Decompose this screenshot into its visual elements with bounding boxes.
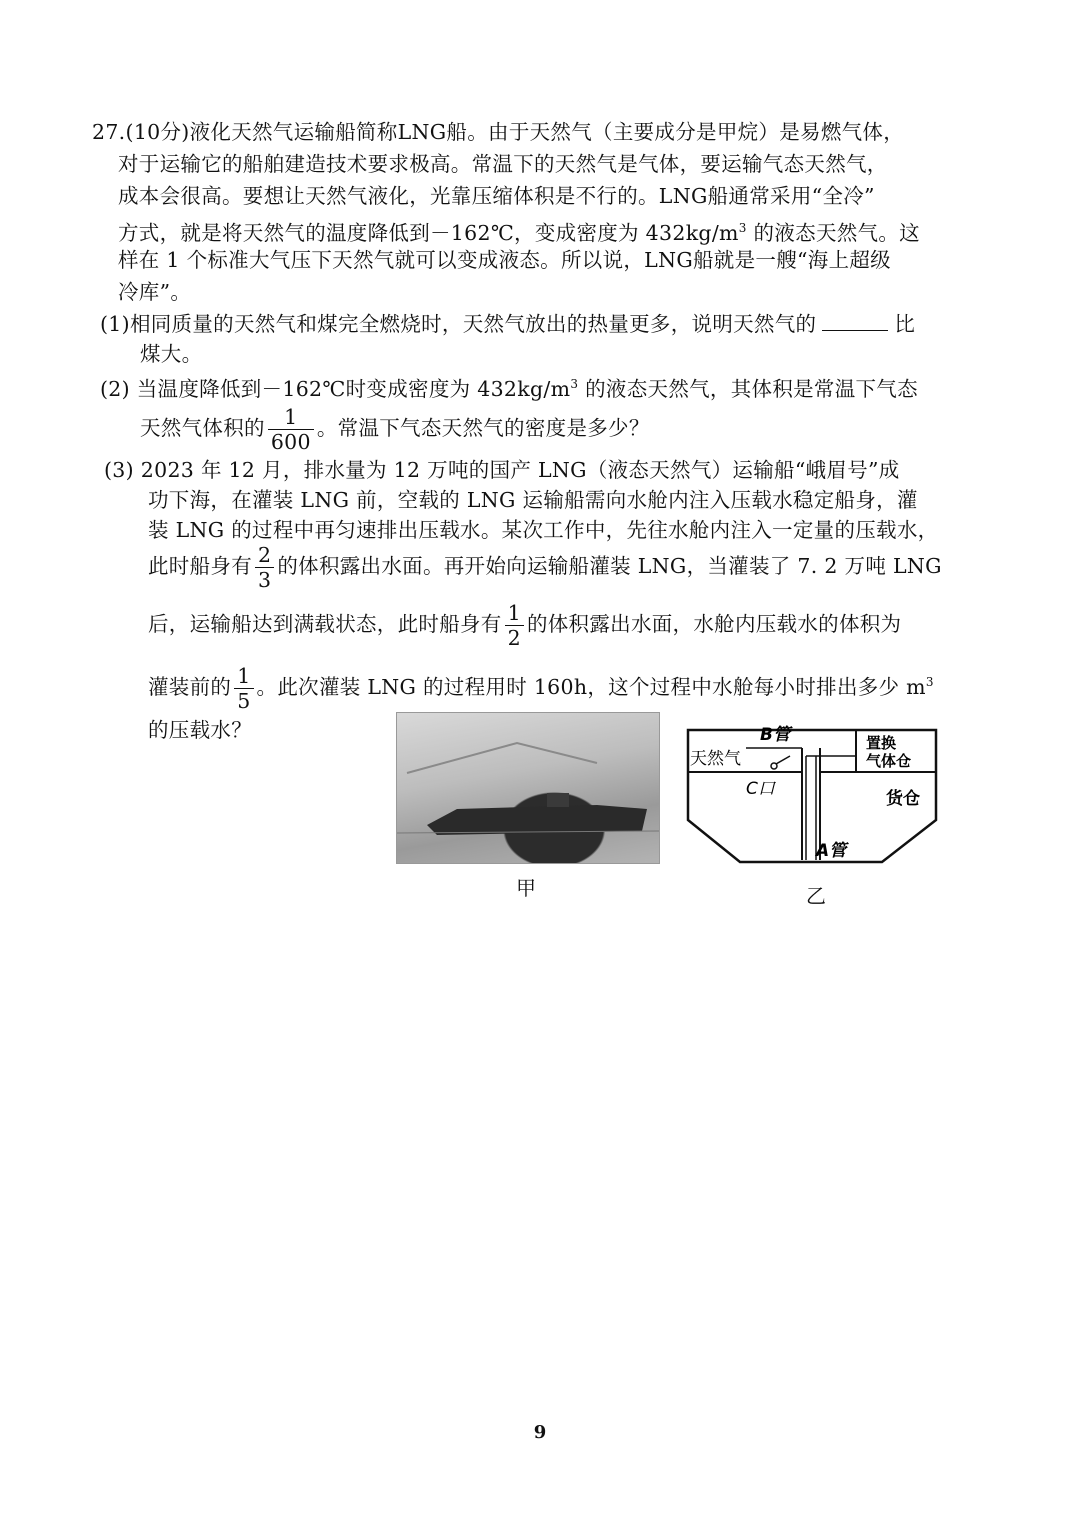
part3-line3: 装 LNG 的过程中再匀速排出压载水。某次工作中，先往水舱内注入一定量的压载水， bbox=[148, 518, 939, 542]
intro-line-4-text: 方式，就是将天然气的温度降低到－162℃，变成密度为 432kg/m bbox=[118, 220, 739, 245]
exchange-label-bottom: 气体仓 bbox=[866, 752, 912, 770]
natural-gas-label: 天然气 bbox=[690, 749, 741, 769]
part2-line2-text: 天然气体积的 bbox=[140, 416, 265, 440]
fraction-numerator: 1 bbox=[505, 601, 524, 626]
exchange-label-top: 置换 bbox=[866, 734, 897, 752]
part3-line5-after: 的体积露出水面，水舱内压载水的体积为 bbox=[526, 612, 902, 636]
lng-tank-diagram bbox=[680, 720, 942, 870]
cargo-label: 货仓 bbox=[886, 789, 920, 809]
fraction-denominator: 5 bbox=[237, 688, 251, 713]
intro-line-4-tail: 的液态天然气。这 bbox=[746, 220, 920, 245]
part3-line4-text: 此时船身有 bbox=[148, 554, 252, 578]
part3-line5-text: 后，运输船达到满载状态，此时船身有 bbox=[148, 612, 502, 636]
part1-text: (1)相同质量的天然气和煤完全燃烧时，天然气放出的热量更多，说明天然气的 bbox=[100, 312, 817, 336]
part3-line7: 的压载水？ bbox=[148, 718, 252, 742]
fraction-1-2 bbox=[505, 601, 524, 650]
intro-line-5: 样在 1 个标准大气压下天然气就可以变成液态。所以说，LNG船就是一艘“海上超级 bbox=[118, 248, 891, 272]
fraction-1-600 bbox=[268, 405, 314, 454]
part3-line2: 功下海，在灌装 LNG 前，空载的 LNG 运输船需向水舱内注入压载水稳定船身，灌 bbox=[148, 488, 918, 512]
part2-line2-after: 。常温下气态天然气的密度是多少？ bbox=[316, 416, 650, 440]
diagram-caption: 乙 bbox=[806, 884, 826, 908]
fraction-2-3 bbox=[255, 543, 274, 592]
fraction-numerator: 2 bbox=[255, 543, 274, 568]
part2-tail: 的液态天然气，其体积是常温下气态 bbox=[578, 376, 918, 401]
part2-text: (2) 当温度降低到－162℃时变成密度为 432kg/m bbox=[100, 376, 571, 401]
part3-line6-text: 灌装前的 bbox=[148, 674, 232, 699]
b-pipe-label: B管 bbox=[760, 725, 790, 745]
fraction-numerator: 1 bbox=[234, 664, 253, 689]
part1-after: 比 bbox=[894, 312, 916, 336]
part1-line2: 煤大。 bbox=[140, 342, 203, 366]
part3-line5 bbox=[148, 598, 901, 650]
question-score: (10分) bbox=[125, 120, 190, 144]
part2-line1 bbox=[100, 370, 918, 403]
answer-blank bbox=[822, 312, 888, 331]
a-pipe-label: A管 bbox=[816, 841, 847, 861]
intro-line-3: 成本会很高。要想让天然气液化，光靠压缩体积是不行的。LNG船通常采用“全冷” bbox=[118, 184, 875, 208]
page-number: 9 bbox=[533, 1422, 547, 1443]
part3-line6-after: 。此次灌装 LNG 的过程用时 160h，这个过程中水舱每小时排出多少 m bbox=[256, 674, 926, 699]
intro-line-6: 冷库”。 bbox=[118, 280, 192, 304]
intro-line-2: 对于运输它的船舶建造技术要求极高。常温下的天然气是气体，要运输气态天然气， bbox=[118, 152, 888, 176]
part3-line4-after: 的体积露出水面。再开始向运输船灌装 LNG，当灌装了 7. 2 万吨 LNG bbox=[277, 554, 942, 578]
superscript: 3 bbox=[925, 675, 934, 689]
part3-line4 bbox=[148, 540, 942, 592]
fraction-denominator: 600 bbox=[270, 430, 311, 454]
c-port-label: C口 bbox=[746, 779, 775, 799]
fraction-denominator: 3 bbox=[258, 568, 272, 592]
part1-line1 bbox=[100, 310, 915, 338]
lng-ship-photo bbox=[396, 712, 660, 864]
superscript: 3 bbox=[570, 377, 579, 391]
fraction-1-5 bbox=[234, 664, 253, 713]
part2-line2 bbox=[140, 402, 650, 454]
part3-line1: (3) 2023 年 12 月，排水量为 12 万吨的国产 LNG（液态天然气）运输船“峨眉号”成 bbox=[104, 458, 900, 482]
superscript: 3 bbox=[738, 221, 747, 235]
fraction-numerator: 1 bbox=[268, 405, 314, 430]
intro-line-1: 液化天然气运输船简称LNG船。由于天然气（主要成分是甲烷）是易燃气体， bbox=[189, 120, 905, 144]
part3-line6 bbox=[148, 656, 934, 713]
question-number: 27. bbox=[92, 120, 126, 144]
intro-line-4 bbox=[118, 214, 920, 247]
question-first-line bbox=[92, 118, 904, 146]
photo-caption: 甲 bbox=[516, 876, 536, 900]
ship-silhouette bbox=[397, 713, 659, 863]
fraction-denominator: 2 bbox=[507, 626, 521, 650]
